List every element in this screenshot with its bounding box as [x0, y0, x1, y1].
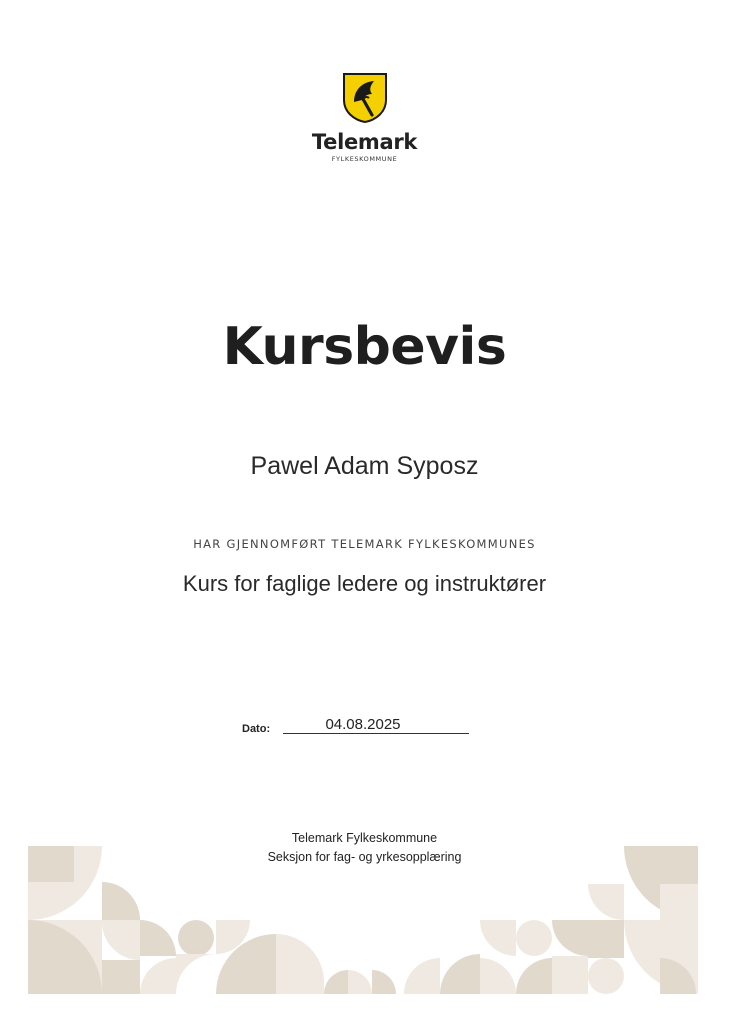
footer-department: Seksjon for fag- og yrkesopplæring: [267, 850, 462, 864]
organization-logo: [0, 72, 729, 163]
completion-statement: HAR GJENNOMFØRT TELEMARK FYLKESKOMMUNES: [193, 537, 536, 551]
date-value: 04.08.2025: [325, 716, 401, 733]
course-name: Kurs for faglige ledere og instruktører: [182, 571, 547, 596]
footer-organization: Telemark Fylkeskommune: [291, 831, 438, 845]
recipient-name: Pawel Adam Syposz: [250, 452, 479, 480]
footer-address: [0, 829, 729, 867]
organization-name: Telemark: [311, 130, 418, 154]
coat-of-arms-shield-icon: [342, 72, 388, 124]
certificate-title: Kursbevis: [222, 317, 507, 377]
pattern-left: [28, 846, 372, 994]
date-label: Dato:: [242, 723, 271, 735]
organization-subtitle: FYLKESKOMMUNE: [331, 155, 398, 163]
pattern-right: [372, 846, 698, 994]
